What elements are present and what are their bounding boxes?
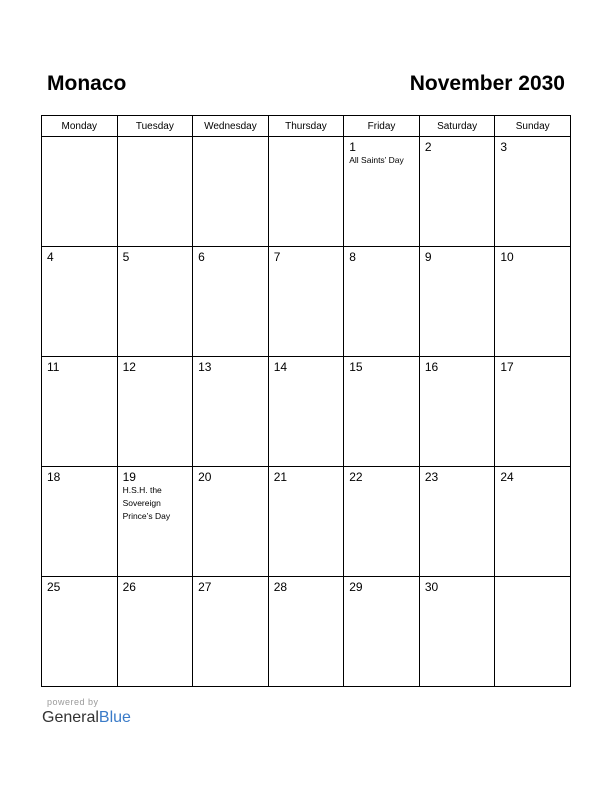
day-number [495, 577, 570, 580]
day-cell [42, 467, 118, 577]
day-cell [344, 467, 420, 577]
calendar-title-country: Monaco [47, 72, 127, 95]
day-number: 19 [122, 470, 136, 484]
day-cell [268, 577, 344, 687]
day-cell [117, 247, 193, 357]
day-number: 27 [198, 580, 212, 594]
day-number [193, 137, 268, 140]
day-number: 6 [198, 250, 205, 264]
day-cell [193, 137, 269, 247]
week-row [42, 467, 571, 577]
day-cell [268, 467, 344, 577]
day-number [118, 137, 193, 140]
day-number: 3 [500, 140, 508, 154]
weekday-header: Saturday [419, 116, 495, 137]
day-cell [117, 577, 193, 687]
day-number: 20 [198, 470, 212, 484]
day-number: 22 [349, 470, 363, 484]
day-number: 9 [424, 250, 432, 264]
day-cell [419, 467, 495, 577]
day-cell [117, 357, 193, 467]
powered-by-label: powered by [47, 697, 99, 707]
day-number: 25 [47, 580, 61, 594]
day-cell [495, 357, 571, 467]
brand-general-text: General [42, 709, 99, 726]
day-number: 12 [122, 360, 136, 374]
week-row [42, 577, 571, 687]
day-number: 15 [349, 360, 363, 374]
day-number: 4 [47, 250, 54, 264]
day-cell [495, 577, 571, 687]
day-number: 5 [122, 250, 130, 264]
weekday-header: Thursday [268, 116, 344, 137]
day-number: 2 [424, 140, 432, 154]
day-number: 11 [47, 360, 60, 374]
day-cell [42, 357, 118, 467]
weekday-header-row [42, 116, 571, 137]
day-cell [419, 577, 495, 687]
day-cell [193, 247, 269, 357]
day-cell [495, 247, 571, 357]
day-cell [117, 137, 193, 247]
day-cell [193, 577, 269, 687]
day-number [42, 137, 117, 140]
week-row [42, 247, 571, 357]
day-number: 8 [349, 250, 356, 264]
day-number: 26 [122, 580, 136, 594]
day-number: 10 [500, 250, 514, 264]
day-cell [419, 137, 495, 247]
day-number: 17 [500, 360, 514, 374]
week-row [42, 137, 571, 247]
day-cell [268, 137, 344, 247]
day-number [269, 137, 344, 140]
day-number: 18 [47, 470, 61, 484]
day-number: 7 [273, 250, 281, 264]
holiday-label: H.S.H. the Sovereign Prince’s Day [122, 485, 171, 521]
day-number: 13 [198, 360, 212, 374]
week-row [42, 357, 571, 467]
day-cell [419, 357, 495, 467]
day-number: 28 [273, 580, 288, 594]
weekday-header: Wednesday [193, 116, 269, 137]
weekday-header: Tuesday [117, 116, 193, 137]
day-number: 29 [349, 580, 363, 594]
weekday-header: Monday [42, 116, 118, 137]
weekday-header: Friday [344, 116, 420, 137]
day-cell [268, 357, 344, 467]
day-cell [344, 137, 420, 247]
day-cell [42, 577, 118, 687]
day-cell [495, 137, 571, 247]
day-cell [419, 247, 495, 357]
day-cell [495, 467, 571, 577]
day-number: 21 [273, 470, 288, 484]
day-number: 1 [349, 140, 356, 154]
weekday-header: Sunday [495, 116, 571, 137]
holiday-label: All Saints’ Day [349, 155, 404, 165]
day-number: 24 [500, 470, 514, 484]
day-cell [344, 577, 420, 687]
day-cell [344, 357, 420, 467]
day-number: 14 [273, 360, 288, 374]
day-cell [42, 137, 118, 247]
day-cell [193, 357, 269, 467]
generalblue-logo[interactable] [42, 708, 131, 728]
calendar-title-month: November 2030 [409, 72, 565, 95]
brand-blue-text: Blue [98, 709, 131, 726]
day-cell [344, 247, 420, 357]
day-cell [193, 467, 269, 577]
day-number: 16 [424, 360, 439, 374]
day-number: 30 [424, 580, 439, 594]
day-cell [268, 247, 344, 357]
day-cell [42, 247, 118, 357]
day-cell [117, 467, 193, 577]
calendar-grid [41, 115, 571, 687]
day-number: 23 [424, 470, 439, 484]
